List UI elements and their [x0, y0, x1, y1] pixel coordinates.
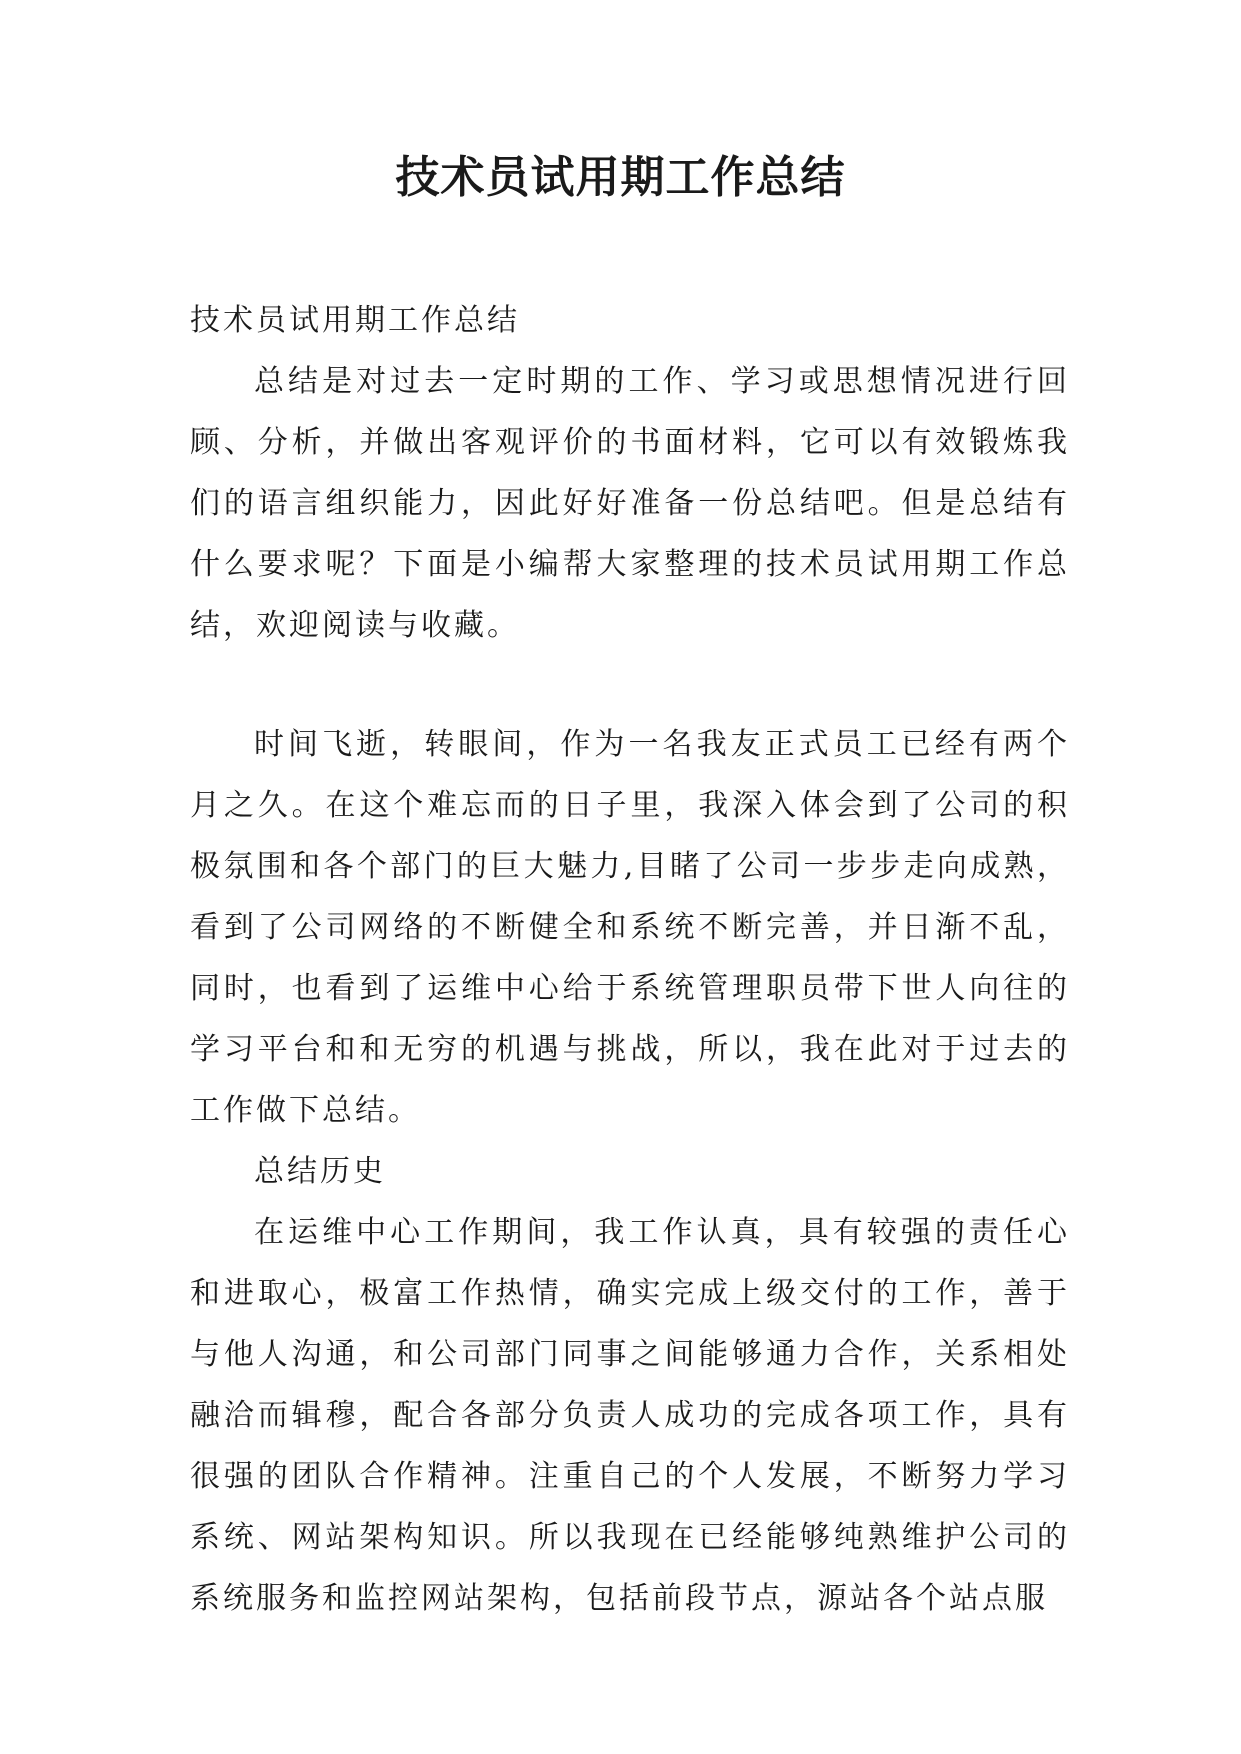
- section-heading: 总结历史: [254, 1154, 386, 1189]
- body-paragraph: 时间飞逝，转眼间，作为一名我友正式员工已经有两个月之久。在这个难忘而的日子里，我深入体会到了公司的积极氛围和各个部门的巨大魅力,目睹了公司一步步走向成熟，看到了公司网络的不断健全和系统不断完善，并日渐不乱，同时，也看到了运维中心给于系统管理职员带下世人向往的学习平台和和无穷的机遇与挑战，所以，我在此对于过去的工作做下总结。: [190, 727, 1070, 1128]
- document-title: 技术员试用期工作总结: [395, 152, 846, 203]
- intro-paragraph: 总结是对过去一定时期的工作、学习或思想情况进行回顾、分析，并做出客观评价的书面材料，它可以有效锻炼我们的语言组织能力，因此好好准备一份总结吧。但是总结有什么要求呢？下面是小编帮大家整理的技术员试用期工作总结，欢迎阅读与收藏。: [190, 364, 1070, 643]
- document-subtitle: 技术员试用期工作总结: [190, 303, 520, 338]
- document-body: [190, 290, 1070, 1629]
- body-paragraph: 在运维中心工作期间，我工作认真，具有较强的责任心和进取心，极富工作热情，确实完成上级交付的工作，善于与他人沟通，和公司部门同事之间能够通力合作，关系相处融洽而辑穆，配合各部分负责人成功的完成各项工作，具有很强的团队合作精神。注重自己的个人发展，不断努力学习系统、网站架构知识。所以我现在已经能够纯熟维护公司的系统服务和监控网站架构，包括前段节点，源站各个站点服: [190, 1215, 1070, 1616]
- paragraph-spacer: [190, 656, 1070, 714]
